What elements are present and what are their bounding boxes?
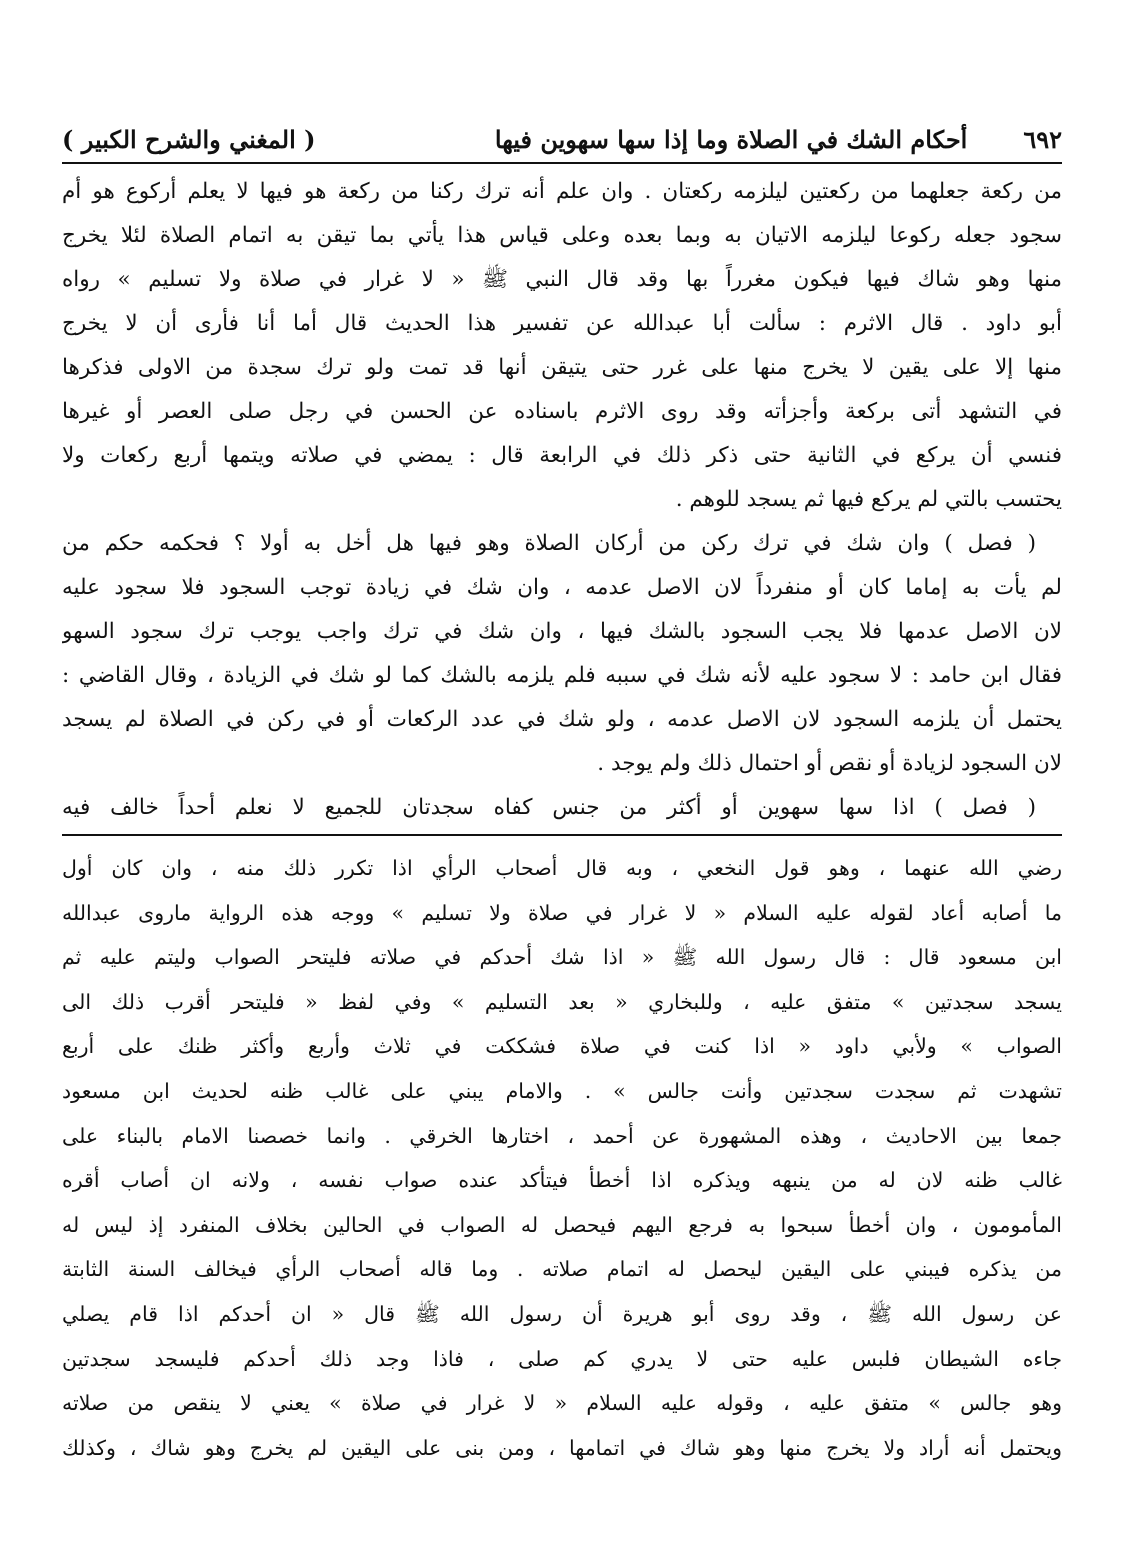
text-line: الصواب » ولأبي داود « اذا كنت في صلاة فشككت في ثلاث وأربع وأكثر ظنك على أربع	[62, 1034, 1062, 1059]
main-text	[62, 170, 1062, 830]
text-line: أبو داود . قال الاثرم : سألت أبا عبدالله عن تفسير هذا الحديث قال أما أنا فأرى أن لا يخرج	[62, 311, 1062, 336]
text-line: لم يأت به إماما كان أو منفرداً لان الاصل عدمه ، وان شك في زيادة توجب السجود فلا سجود عليه	[62, 575, 1062, 600]
page-number: ٦٩٢	[1023, 125, 1062, 154]
text-line: جاءه الشيطان فلبس عليه حتى لا يدري كم صلى ، فاذا وجد ذلك أحدكم فليسجد سجدتين	[62, 1346, 1062, 1371]
text-line: ( فصل ) اذا سها سهوين أو أكثر من جنس كفاه سجدتان للجميع لا نعلم أحداً خالف فيه	[62, 795, 1036, 820]
text-line: تشهدت ثم سجدت سجدتين وأنت جالس » . والامام يبني على غالب ظنه لحديث ابن مسعود	[62, 1078, 1062, 1103]
text-line: غالب ظنه لان له من ينبهه ويذكره اذا أخطأ فيتأكد عنده صواب نفسه ، ولانه ان أصاب أقره	[62, 1168, 1062, 1193]
text-line: يسجد سجدتين » متفق عليه ، وللبخاري « بعد التسليم » وفي لفظ « فليتحر أقرب ذلك الى	[62, 989, 1062, 1014]
section-divider	[62, 834, 1062, 836]
text-line: فقال ابن حامد : لا سجود عليه لأنه شك في سببه فلم يلزمه بالشك كما لو شك في الزيادة ، وقال القاضي :	[62, 663, 1062, 688]
section-title: أحكام الشك في الصلاة وما إذا سها سهوين فيها	[494, 125, 968, 154]
text-line: في التشهد أتى بركعة وأجزأته وقد روى الاثرم باسناده عن الحسن في رجل صلى العصر أو غيرها	[62, 399, 1062, 424]
text-line: ما أصابه أعاد لقوله عليه السلام « لا غرار في صلاة ولا تسليم » ووجه هذه الرواية ماروى عبدالله	[62, 900, 1062, 925]
text-line: المأمومون ، وان أخطأ سبحوا به فرجع اليهم فيحصل له الصواب في الحالين بخلاف المنفرد إذ ليس له	[62, 1212, 1062, 1237]
text-line: ( فصل ) وان شك في ترك ركن من أركان الصلاة وهو فيها هل أخل به أولا ؟ فحكمه حكم من	[62, 531, 1036, 556]
text-line: يحتمل أن يلزمه السجود لان الاصل عدمه ، ولو شك في عدد الركعات أو في ركن في الصلاة لم يسجد	[62, 707, 1062, 732]
text-line: سجود جعله ركوعا ليلزمه الاتيان به وبما بعده وعلى قياس هذا يأتي بما تيقن به اتمام الصلاة لئلا يخرج	[62, 223, 1062, 248]
text-line: رضي الله عنهما ، وهو قول النخعي ، وبه قال أصحاب الرأي اذا تكرر ذلك منه ، وان كان أول	[62, 856, 1062, 880]
text-line: عن رسول الله ﷺ ، وقد روى أبو هريرة أن رسول الله ﷺ قال « ان أحدكم اذا قام يصلي	[62, 1301, 1062, 1326]
text-line: لان السجود لزيادة أو نقص أو احتمال ذلك ولم يوجد .	[597, 751, 1062, 776]
header-right	[495, 118, 1062, 162]
text-line: من ركعة جعلهما من ركعتين ليلزمه ركعتان . وان علم أنه ترك ركنا من ركعة هو فيها لا يعلم أركوع هو أم	[62, 179, 1062, 204]
text-line: ابن مسعود قال : قال رسول الله ﷺ « اذا شك أحدكم في صلاته فليتحر الصواب وليتم عليه ثم	[62, 945, 1062, 970]
text-line: منها إلا على يقين لا يخرج منها على غرر حتى يتيقن أنها قد تمت ولو ترك سجدة من الاولى فذكرها	[62, 355, 1062, 380]
text-line: منها وهو شاك فيها فيكون مغرراً بها وقد قال النبي ﷺ « لا غرار في صلاة ولا تسليم » رواه	[62, 267, 1062, 292]
running-header	[62, 118, 1062, 164]
text-line: ويحتمل أنه أراد ولا يخرج منها وهو شاك في اتمامها ، ومن بنى على اليقين لم يخرج وهو شاك ، وكذلك	[62, 1435, 1062, 1460]
text-line: لان الاصل عدمها فلا يجب السجود بالشك فيها ، وان شك في ترك واجب يوجب ترك سجود السهو	[62, 619, 1062, 644]
text-line: فنسي أن يركع في الثانية حتى ذكر ذلك في الرابعة قال : يمضي في صلاته ويتمها أربع ركعات ولا	[62, 443, 1062, 468]
text-line: من يذكره فيبني على اليقين ليحصل له اتمام صلاته . وما قاله أصحاب الرأي فيخالف السنة الثابتة	[62, 1257, 1062, 1282]
text-line: وهو جالس » متفق عليه ، وقوله عليه السلام « لا غرار في صلاة » يعني لا ينقص من صلاته	[62, 1391, 1062, 1416]
commentary-text	[62, 846, 1062, 1470]
text-line: يحتسب بالتي لم يركع فيها ثم يسجد للوهم .	[675, 487, 1062, 512]
text-line: جمعا بين الاحاديث ، وهذه المشهورة عن أحمد ، اختارها الخرقي . وانما خصصنا الامام بالبناء على	[62, 1123, 1062, 1148]
page	[62, 118, 1062, 1470]
book-title: ( المغني والشرح الكبير )	[62, 125, 316, 154]
